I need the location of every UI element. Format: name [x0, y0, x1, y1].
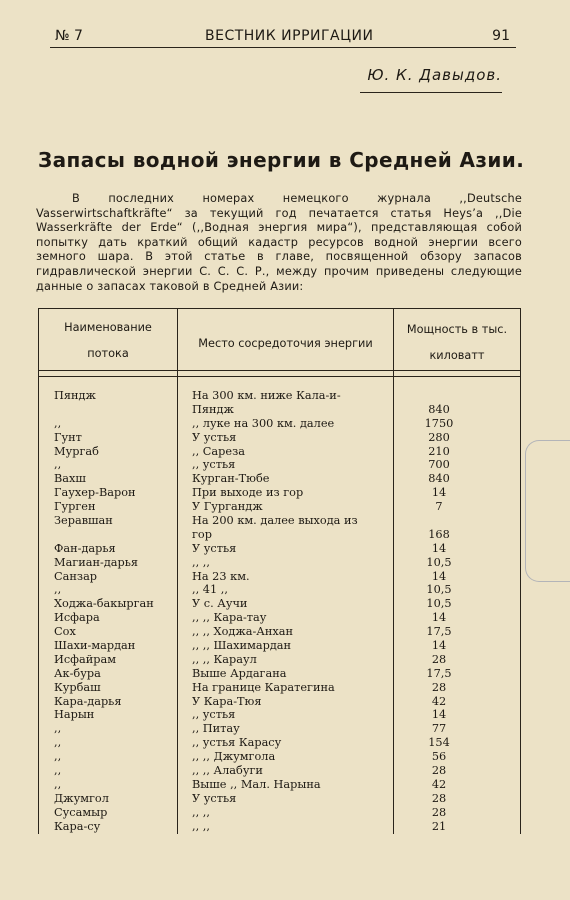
stream-name: ,, — [54, 777, 62, 791]
table-row — [39, 570, 520, 584]
power-value: 14 — [431, 639, 447, 653]
table-row — [39, 722, 520, 736]
stream-name: Сох — [54, 625, 76, 639]
table-row — [39, 695, 520, 709]
stream-name: Сусамыр — [54, 805, 108, 819]
energy-location: У Гургандж — [192, 500, 263, 514]
energy-location: Пяндж — [192, 402, 234, 416]
power-value: 28 — [431, 680, 447, 694]
energy-location: ,, ,, Караул — [192, 652, 257, 666]
energy-location: На 200 км. далее выхода из — [192, 514, 358, 528]
stream-name: Санзар — [54, 569, 98, 583]
stream-name: ,, — [54, 458, 62, 472]
energy-location: При выходе из гор — [192, 486, 304, 500]
energy-location: Выше Ардагана — [192, 666, 287, 680]
stream-name: Магиан-дарья — [54, 555, 139, 569]
energy-location: Курган-Тюбе — [192, 472, 270, 486]
energy-location: У Кара-Тюя — [192, 694, 262, 708]
table-row — [39, 597, 520, 611]
energy-location: ,, устья Карасу — [192, 736, 282, 750]
energy-location: ,, ,, Ходжа-Анхан — [192, 625, 294, 639]
header-stream-line2: потока — [87, 347, 129, 360]
table-row — [39, 750, 520, 764]
power-value: 42 — [431, 694, 447, 708]
stream-name: ,, — [54, 750, 62, 764]
power-value: 28 — [431, 805, 447, 819]
energy-location: У устья — [192, 791, 237, 805]
page-number: 91 — [492, 28, 510, 44]
table-row — [39, 417, 520, 431]
stream-name: Гунт — [54, 430, 82, 444]
energy-location: ,, ,, Шахимардан — [192, 639, 292, 653]
table-row — [39, 458, 520, 472]
table-row — [39, 514, 520, 528]
stream-name: ,, — [54, 722, 62, 736]
power-value: 42 — [431, 777, 447, 791]
table-row — [39, 500, 520, 514]
stream-name: Курбаш — [54, 680, 101, 694]
power-value: 1750 — [424, 416, 454, 430]
stream-name: Нарын — [54, 708, 95, 722]
stream-name: ,, — [54, 416, 62, 430]
power-value: 10,5 — [426, 555, 452, 569]
author-underline — [360, 92, 502, 93]
energy-location: У устья — [192, 430, 237, 444]
table-row — [39, 708, 520, 722]
stream-name: Исфайрам — [54, 652, 117, 666]
article-title: Запасы водной энергии в Средней Азии. — [38, 148, 525, 172]
table-row — [39, 681, 520, 695]
header-power-line2: киловатт — [429, 349, 485, 362]
power-value: 700 — [428, 458, 450, 472]
power-value: 17,5 — [426, 666, 452, 680]
table-row — [39, 528, 520, 542]
stream-name: Кара-су — [54, 819, 101, 833]
table-row — [39, 611, 520, 625]
energy-location: ,, Питау — [192, 722, 240, 736]
power-value: 28 — [431, 652, 447, 666]
power-value: 21 — [431, 819, 447, 833]
power-value: 28 — [431, 764, 447, 778]
stream-name: Пяндж — [54, 389, 96, 402]
stream-name: Ак-бура — [54, 666, 101, 680]
power-value: 840 — [428, 472, 450, 486]
power-value: 10,5 — [426, 583, 452, 597]
table-row — [39, 778, 520, 792]
table-row — [39, 792, 520, 806]
stream-name: Гурген — [54, 500, 96, 514]
table-row — [39, 583, 520, 597]
energy-location: ,, устья — [192, 458, 236, 472]
stream-name: Фан-дарья — [54, 541, 116, 555]
power-value: 17,5 — [426, 625, 452, 639]
energy-location: ,, 41 ,, — [192, 583, 228, 597]
energy-location: ,, ,, Кара-тау — [192, 611, 267, 625]
issue-number: № 7 — [55, 28, 83, 44]
power-value: 168 — [428, 527, 450, 541]
energy-location: гор — [192, 527, 212, 541]
power-value: 28 — [431, 791, 447, 805]
table-row — [39, 667, 520, 681]
table-row — [39, 486, 520, 500]
energy-location: На 23 км. — [192, 569, 250, 583]
header-bottom-rule — [39, 370, 520, 371]
table-row — [39, 764, 520, 778]
power-value: 210 — [428, 444, 450, 458]
author-name: Ю. К. Давыдов. — [367, 66, 502, 84]
energy-location: На границе Каратегина — [192, 680, 335, 694]
table-row — [39, 820, 520, 834]
energy-location: ,, устья — [192, 708, 236, 722]
page-header — [55, 28, 510, 48]
energy-location: ,, Сареза — [192, 444, 245, 458]
table-row — [39, 431, 520, 445]
table-row — [39, 806, 520, 820]
power-value: 280 — [428, 430, 450, 444]
energy-location: ,, ,, — [192, 805, 210, 819]
power-value: 14 — [431, 541, 447, 555]
energy-location: У с. Аучи — [192, 597, 248, 611]
table-row — [39, 389, 520, 403]
stream-name: Шахи-мардан — [54, 639, 136, 653]
energy-location: На 300 км. ниже Кала-и- — [192, 389, 341, 402]
table-row — [39, 403, 520, 417]
stream-name: Вахш — [54, 472, 86, 486]
energy-location: ,, ,, Джумгола — [192, 750, 276, 764]
power-value: 56 — [431, 750, 447, 764]
table-row — [39, 542, 520, 556]
header-bottom-rule-2 — [39, 376, 520, 377]
table-row — [39, 472, 520, 486]
power-value: 154 — [428, 736, 450, 750]
power-value: 77 — [431, 722, 447, 736]
intro-paragraph: В последних номерах немецкого журнала ,,Deutsche Vasserwirtschaftkräfte“ за текущий год печатается статья Heys’a ,,Die Wasserkräfte der Erde“ (,,Водная энергия мира“), представляющая собой попытку дать краткий общий кадастр ресурсов водной энергии всего земного шара. В этой статье в главе, посвященной обзору запасов гидравлической энергии С. С. С. Р., между прочим приведены следующие данные о запасах таковой в Средней Азии: — [36, 192, 522, 293]
header-stream-line1: Наименование — [64, 321, 152, 334]
energy-location: ,, луке на 300 км. далее — [192, 416, 335, 430]
energy-table — [38, 308, 521, 834]
table-body — [39, 389, 520, 834]
stream-name: Исфара — [54, 611, 100, 625]
header-power-line1: Мощность в тыс. — [406, 323, 508, 336]
header-location: Место сосредоточия энергии — [198, 337, 373, 350]
stream-name: ,, — [54, 764, 62, 778]
stamp-mark — [525, 440, 570, 582]
stream-name: Мургаб — [54, 444, 99, 458]
stream-name: Зеравшан — [54, 514, 113, 528]
journal-title: ВЕСТНИК ИРРИГАЦИИ — [205, 28, 374, 44]
table-row — [39, 639, 520, 653]
power-value: 7 — [435, 500, 443, 514]
power-value: 14 — [431, 708, 447, 722]
stream-name: ,, — [54, 583, 62, 597]
table-row — [39, 736, 520, 750]
power-value: 14 — [431, 486, 447, 500]
energy-location: У устья — [192, 541, 237, 555]
stream-name: Кара-дарья — [54, 694, 122, 708]
table-row — [39, 556, 520, 570]
header-rule — [50, 47, 516, 48]
energy-location: Выше ,, Мал. Нарына — [192, 777, 321, 791]
stream-name: ,, — [54, 736, 62, 750]
table-row — [39, 653, 520, 667]
power-value: 14 — [431, 611, 447, 625]
energy-location: ,, ,, — [192, 555, 210, 569]
stream-name: Джумгол — [54, 791, 109, 805]
stream-name: Ходжа-бакырган — [54, 597, 154, 611]
energy-location: ,, ,, Алабуги — [192, 764, 263, 778]
table-row — [39, 445, 520, 459]
power-value: 14 — [431, 569, 447, 583]
power-value: 840 — [428, 402, 450, 416]
energy-location: ,, ,, — [192, 819, 210, 833]
stream-name: Гаухер-Варон — [54, 486, 136, 500]
power-value: 10,5 — [426, 597, 452, 611]
table-row — [39, 625, 520, 639]
